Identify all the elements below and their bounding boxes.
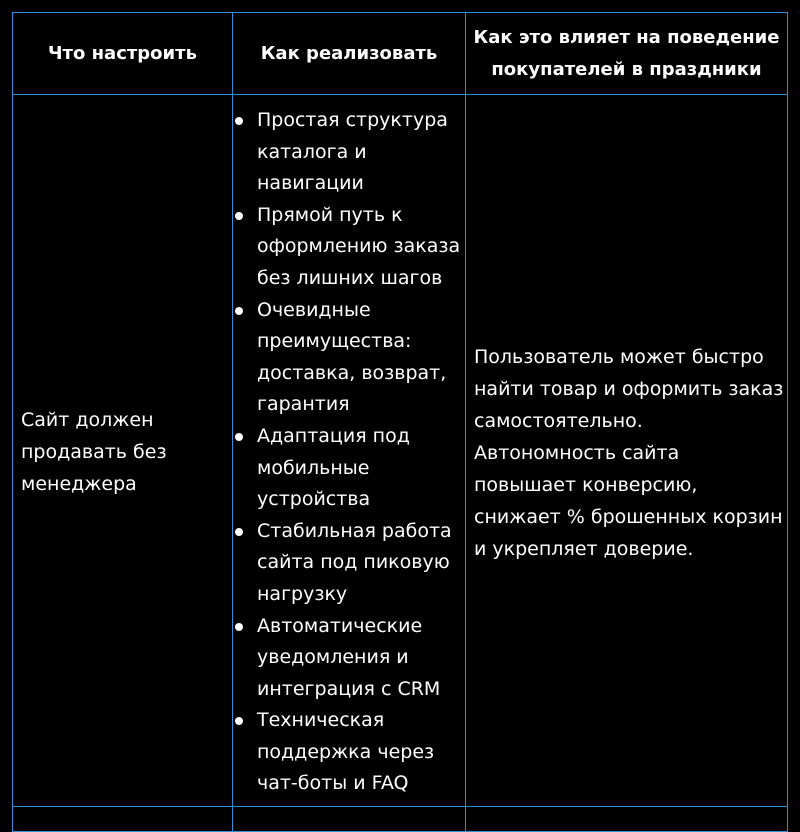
bullet-dot-icon bbox=[235, 717, 243, 725]
bullet-dot-icon bbox=[235, 528, 243, 536]
table bbox=[12, 12, 788, 832]
bullet-dot-icon bbox=[235, 307, 243, 315]
bullet-text: Прямой путь к оформлению заказа без лишних шагов bbox=[257, 203, 461, 289]
bullet-item bbox=[235, 295, 461, 421]
bullet-text: Простая структура каталога и навигации bbox=[257, 109, 448, 195]
bullet-text: Стабильная работа сайта под пиковую нагрузку bbox=[257, 519, 452, 605]
header-how-to-implement: Как реализовать bbox=[260, 42, 438, 64]
bullet-dot-icon bbox=[235, 212, 243, 220]
bullet-dot-icon bbox=[235, 433, 243, 441]
bullet-item bbox=[235, 421, 461, 516]
bullet-text: Техническая поддержка через чат-боты и FAQ bbox=[257, 709, 435, 795]
column-divider bbox=[465, 13, 466, 831]
bullet-text: Автоматические уведомления и интеграция с CRM bbox=[257, 614, 441, 700]
cell-effect: Пользователь может быстро найти товар и оформить заказ самостоятельно. Автономность сайта повышает конверсию, снижает % брошенных корзин и укрепляет доверие. bbox=[474, 346, 784, 560]
bullet-item bbox=[235, 200, 461, 295]
bullet-item bbox=[235, 705, 461, 800]
how-bullet-list bbox=[235, 105, 461, 800]
row-divider bbox=[13, 806, 787, 807]
bullet-dot-icon bbox=[235, 117, 243, 125]
bullet-text: Адаптация под мобильные устройства bbox=[257, 424, 410, 511]
cell-what: Сайт должен продавать без менеджера bbox=[21, 409, 167, 495]
bullet-dot-icon bbox=[235, 623, 243, 631]
bullet-text: Очевидные преимущества: доставка, возврат, гарантия bbox=[257, 298, 447, 416]
header-effect-on-buyers: Как это влияет на поведение покупателей в праздники bbox=[473, 26, 780, 80]
bullet-item bbox=[235, 611, 461, 706]
bullet-item bbox=[235, 516, 461, 611]
column-divider bbox=[232, 13, 233, 831]
header-what-to-configure: Что настроить bbox=[48, 42, 197, 64]
header-row-divider bbox=[13, 94, 787, 95]
bullet-item bbox=[235, 105, 461, 200]
